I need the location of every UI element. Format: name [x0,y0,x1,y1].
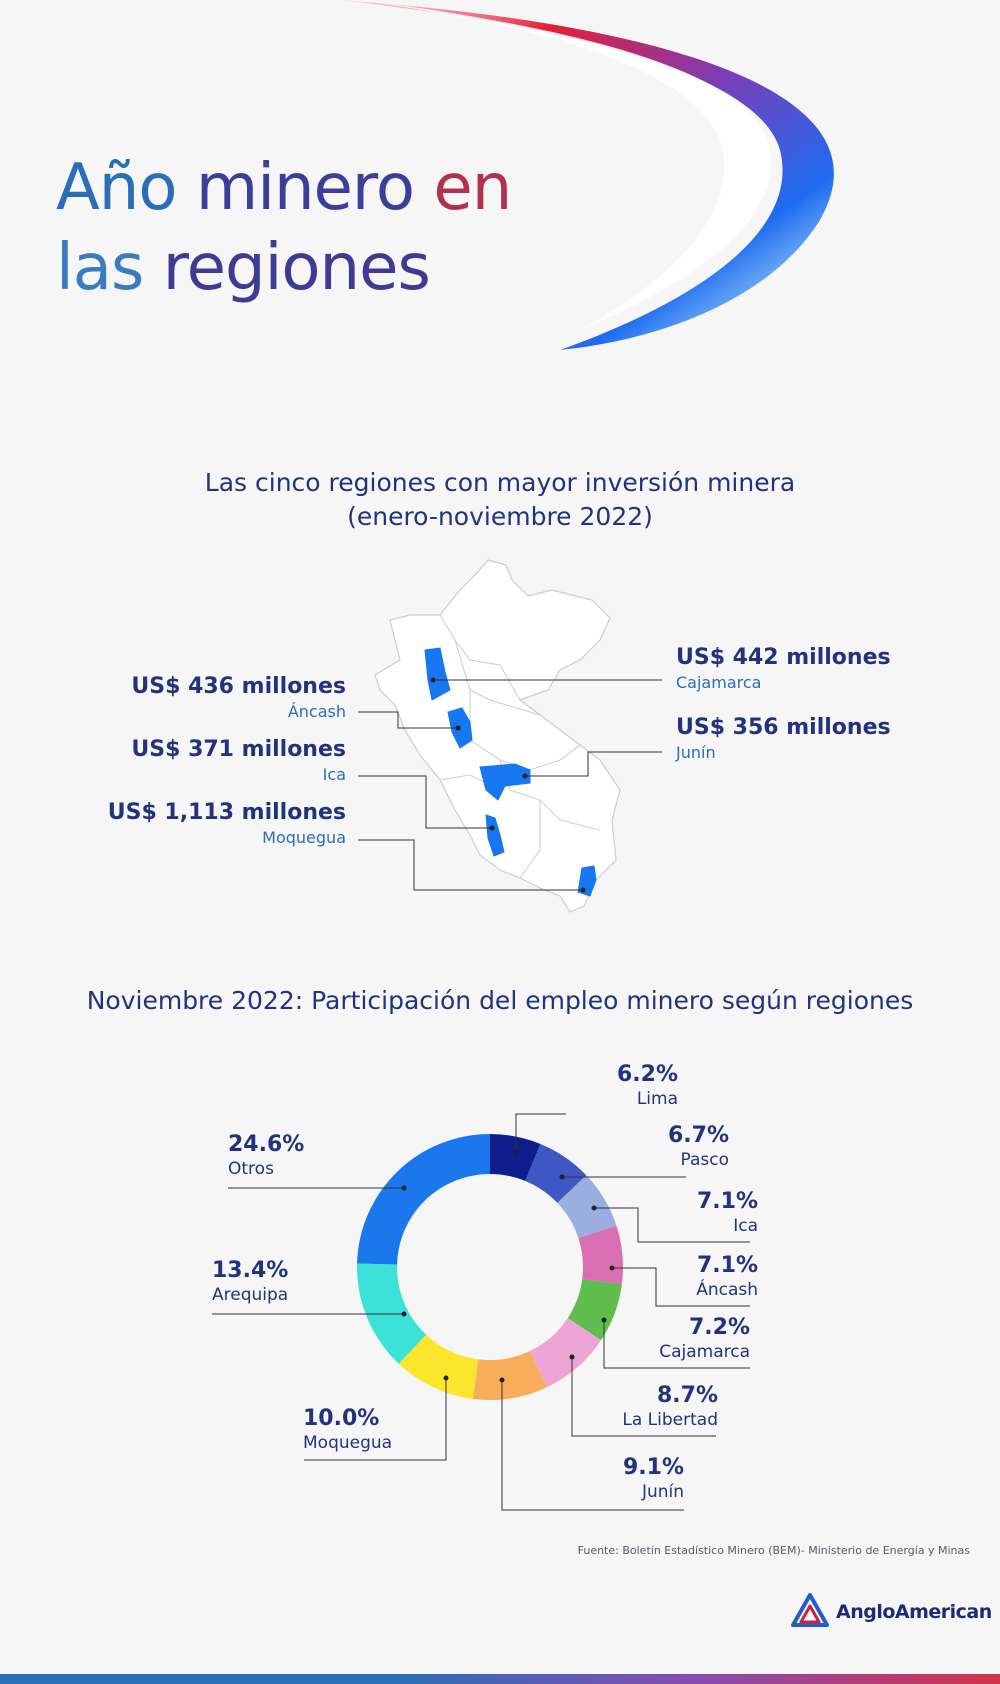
data-label: 10.0% [303,1406,380,1431]
category-label: Áncash [696,1280,758,1300]
category-label: Otros [228,1159,274,1179]
peru-outline [375,560,620,912]
category-label: Ica [733,1216,758,1236]
investment-amount: US$ 356 millones [676,715,891,740]
investment-region: Junín [676,743,716,762]
investment-region: Cajamarca [676,673,762,692]
bottom-color-bar [0,1674,1000,1684]
title-word: regiones [162,231,430,305]
data-label: 8.7% [656,1383,718,1408]
investment-subtitle-line: (enero-noviembre 2022) [347,502,653,531]
investment-amount: US$ 436 millones [131,674,346,699]
title-word: en [433,151,512,225]
donut-slice-otros [357,1134,490,1265]
category-label: Junín [641,1482,684,1502]
anglo-american-logo [790,1592,992,1632]
investment-region: Ica [322,765,346,784]
data-label: 7.1% [696,1253,758,1278]
data-label: 13.4% [212,1258,289,1283]
anglo-american-logo-icon [790,1592,830,1632]
investment-region: Moquegua [262,828,346,847]
page-title [56,148,511,308]
data-label: 9.1% [622,1455,684,1480]
category-label: Lima [636,1089,678,1109]
title-word: Año [56,151,177,225]
title-word: las [56,231,144,305]
data-label: 7.1% [696,1189,758,1214]
category-label: La Libertad [622,1410,718,1430]
investment-amount: US$ 371 millones [131,737,346,762]
category-label: Cajamarca [659,1342,750,1362]
data-label: 6.2% [616,1062,678,1087]
employment-donut-chart [0,1100,1000,1560]
logo-text: AngloAmerican [836,1601,992,1623]
category-label: Arequipa [212,1285,289,1305]
title-word: minero [195,151,414,225]
investment-amount: US$ 1,113 millones [107,800,346,825]
data-label: 24.6% [228,1132,305,1157]
category-label: Pasco [680,1150,729,1170]
investment-title-line: Las cinco regiones con mayor inversión minera [204,468,796,497]
source-note: Fuente: Boletín Estadístico Minero (BEM)- Ministerio de Energía y Minas [577,1544,970,1557]
data-label: 7.2% [688,1315,750,1340]
investment-amount: US$ 442 millones [676,645,891,670]
employment-title: Noviembre 2022: Participación del empleo minero según regiones [86,986,914,1015]
investment-region: Áncash [287,702,346,721]
investment-title [0,466,1000,534]
donut-slices [357,1134,623,1400]
category-label: Moquegua [303,1433,393,1453]
data-label: 6.7% [667,1123,729,1148]
